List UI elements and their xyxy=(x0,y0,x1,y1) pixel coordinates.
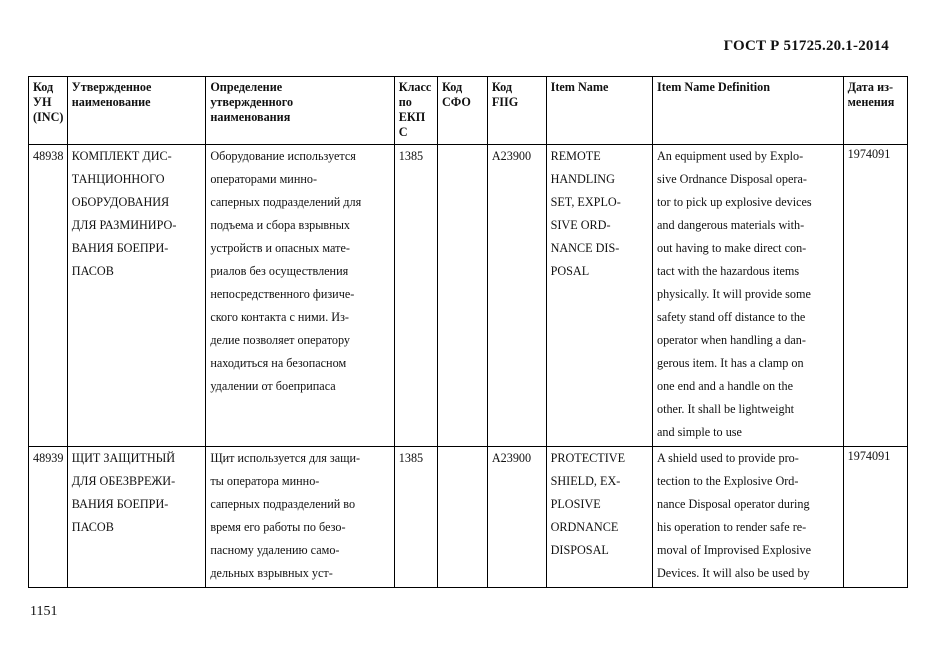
table-row xyxy=(29,447,908,588)
page-number: 1151 xyxy=(30,604,58,619)
item-name-cell: PROTECTIVE SHIELD, EX- PLOSIVE ORDNANCE DISPOSAL xyxy=(546,447,652,588)
nomenclature-table xyxy=(28,76,908,588)
inc-code-cell: 48938 xyxy=(29,145,68,447)
document-code: ГОСТ Р 51725.20.1-2014 xyxy=(723,38,889,54)
approved-name-cell: ЩИТ ЗАЩИТНЫЙ ДЛЯ ОБЕЗВРЕЖИ- ВАНИЯ БОЕПРИ- ПАСОВ xyxy=(67,447,206,588)
class-cell: 1385 xyxy=(394,447,437,588)
fiig-cell: A23900 xyxy=(487,447,546,588)
header-sfo-code: Код СФО xyxy=(437,77,487,145)
table-row xyxy=(29,145,908,447)
change-date-cell: 1974091 xyxy=(843,447,907,588)
item-definition-cell: An equipment used by Explo- sive Ordnance Disposal opera- tor to pick up explosive devices and dangerous materials with- out having to make direct con- tact with the hazardous items physically. It will provide some safety stand off distance to the operator when handling a dan- gerous item. It has a clamp on one end and a handle on the other. It shall be lightweight and simple to use xyxy=(652,145,843,447)
header-class: Класс по ЕКП С xyxy=(394,77,437,145)
table-header-row xyxy=(29,77,908,145)
approved-name-cell: КОМПЛЕКТ ДИС- ТАНЦИОННОГО ОБОРУДОВАНИЯ ДЛЯ РАЗМИНИРО- ВАНИЯ БОЕПРИ- ПАСОВ xyxy=(67,145,206,447)
header-fiig-code: Код FIIG xyxy=(487,77,546,145)
header-approved-name: Утвержденное наименование xyxy=(67,77,206,145)
definition-cell: Щит используется для защи- ты оператора минно- саперных подразделений во время его работы по безо- пасному удалению само- дельных взрывных уст- xyxy=(206,447,394,588)
header-approved-name-definition: Определение утвержденного наименования xyxy=(206,77,394,145)
definition-cell: Оборудование используется операторами минно- саперных подразделений для подъема и сбора взрывных устройств и опасных мате- риалов без осуществления непосредственного физиче- ского контакта с ними. Из- делие позволяет оператору находиться на безопасном удалении от боеприпаса xyxy=(206,145,394,447)
change-date-cell: 1974091 xyxy=(843,145,907,447)
header-inc-code: Код УН (INC) xyxy=(29,77,68,145)
header-item-name: Item Name xyxy=(546,77,652,145)
fiig-cell: A23900 xyxy=(487,145,546,447)
inc-code-cell: 48939 xyxy=(29,447,68,588)
header-change-date: Дата из- менения xyxy=(843,77,907,145)
sfo-cell xyxy=(437,447,487,588)
header-item-name-definition: Item Name Definition xyxy=(652,77,843,145)
item-definition-cell: A shield used to provide pro- tection to the Explosive Ord- nance Disposal operator during his operation to render safe re- moval of Improvised Explosive Devices. It will also be used by xyxy=(652,447,843,588)
sfo-cell xyxy=(437,145,487,447)
class-cell: 1385 xyxy=(394,145,437,447)
item-name-cell: REMOTE HANDLING SET, EXPLO- SIVE ORD- NANCE DIS- POSAL xyxy=(546,145,652,447)
